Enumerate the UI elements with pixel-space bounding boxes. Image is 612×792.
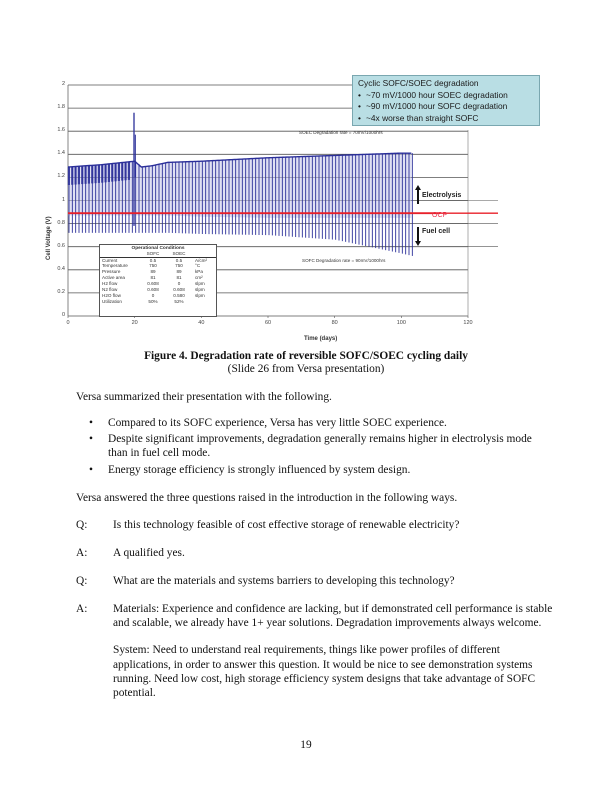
qa-tag: A: — [76, 547, 88, 559]
list-item — [76, 416, 546, 430]
table-cell: 50% — [148, 298, 158, 304]
table-cell: Active area — [102, 275, 125, 281]
x-tick-label: 80 — [331, 320, 338, 326]
table-cell: 0.608 — [147, 281, 159, 287]
x-tick-label: 20 — [131, 320, 138, 326]
arrow-down-icon — [417, 227, 419, 242]
y-tick-label: 1.6 — [57, 127, 65, 134]
table-cell: 89 — [150, 269, 156, 275]
table-cell: 52% — [174, 298, 184, 304]
electrolysis-label: Electrolysis — [422, 192, 462, 199]
y-tick-label: 2 — [61, 81, 65, 87]
x-tick-label: 60 — [264, 320, 272, 326]
table-cell: 0.5 — [149, 257, 157, 263]
table-title: Operational Conditions — [131, 246, 185, 251]
summary-intro: Versa summarized their presentation with the following. — [76, 391, 332, 403]
table-cell: 89 — [176, 269, 182, 275]
y-tick-label: 0.6 — [57, 242, 65, 249]
arrow-up-icon — [417, 189, 419, 204]
table-cell: 0 — [151, 292, 155, 298]
table-cell: H2O flow — [102, 292, 121, 298]
bullet-icon: • — [89, 417, 93, 429]
y-tick-label: 0 — [61, 312, 65, 318]
table-cell — [192, 299, 215, 305]
table-cell: 0.5 — [175, 257, 183, 263]
operational-conditions-table — [99, 244, 217, 317]
table-cell: 81 — [150, 275, 156, 281]
table-cell: Current — [102, 257, 118, 263]
x-tick-label: 120 — [463, 320, 473, 326]
table-cell: Temperature — [102, 263, 128, 269]
info-box-bullet: • ~90 mV/1000 hour SOFC degradation — [358, 101, 534, 113]
list-item — [76, 432, 546, 460]
x-tick-label: 100 — [396, 320, 406, 326]
bullet-text: Energy storage efficiency is strongly influenced by system design. — [108, 463, 411, 476]
table-cell: 0.608 — [147, 287, 159, 293]
header-cell: SOFC — [146, 251, 160, 256]
qa-item-question-1 — [76, 518, 556, 532]
summary-bullets — [76, 416, 546, 479]
qa-text: What are the materials and systems barriers to developing this technology? — [113, 575, 455, 587]
table-row — [100, 299, 216, 305]
table-cell: 0 — [177, 281, 181, 287]
table-cell: H2 flow — [102, 281, 118, 287]
table-cell: 0.580 — [173, 292, 185, 298]
qa-item-question-2 — [76, 574, 556, 588]
info-callout-box — [352, 75, 540, 126]
answers-intro: Versa answered the three questions raised in the introduction in the following ways. — [76, 492, 458, 504]
qa-tag: A: — [76, 603, 88, 615]
header-cell: SOEC — [172, 251, 186, 256]
info-box-title: Cyclic SOFC/SOEC degradation — [358, 78, 479, 88]
table-cell: slpm — [195, 281, 205, 287]
table-cell: Pressure — [102, 269, 121, 275]
y-tick-label: 1.4 — [57, 150, 65, 157]
y-axis-label: Cell Voltage (V) — [46, 216, 52, 260]
y-tick-label: 0.8 — [57, 219, 65, 226]
sofc-rate-annotation: SOFC Degradation rate = 90mV/1000hrs — [302, 258, 386, 263]
qa-text: A qualified yes. — [113, 547, 185, 559]
y-tick-label: 0.4 — [57, 265, 65, 272]
qa-tag: Q: — [76, 575, 88, 587]
y-tick-label: 1 — [61, 196, 65, 203]
bullet-icon: • — [89, 463, 93, 476]
info-box-bullet: • ~4x worse than straight SOFC — [358, 113, 534, 125]
figure-degradation-chart — [46, 70, 556, 350]
table-cell: 81 — [176, 275, 182, 281]
header-cell — [100, 251, 140, 256]
x-axis-label: Time (days) — [304, 336, 338, 342]
bullet-text: Compared to its SOFC experience, Versa has very little SOEC experience. — [108, 417, 447, 429]
table-cell: Utilization — [102, 298, 122, 304]
qa-item-answer-1 — [76, 546, 556, 560]
page-number: 19 — [300, 739, 312, 751]
table-cell: kPa — [195, 269, 203, 275]
qa-item-answer-2 — [76, 602, 556, 713]
info-box-bullet: • ~70 mV/1000 hour SOEC degradation — [358, 90, 534, 102]
table-cell: slpm — [195, 292, 205, 298]
x-tick-label: 40 — [198, 320, 205, 326]
qa-tag: Q: — [76, 519, 88, 531]
header-cell — [192, 251, 215, 256]
answer-materials: Materials: Experience and confidence are lacking, but if demonstrated cell performance is stable and scalable, we already have 1+ year solutions. Degradation improvements always welcome. — [113, 603, 553, 630]
bullet-text: Despite significant improvements, degradation generally remains higher in electrolysis mode than in fuel cell mode. — [108, 433, 532, 460]
table-cell: 0.608 — [173, 287, 185, 293]
bullet-icon: • — [89, 433, 93, 446]
ocp-label: OCP — [432, 212, 448, 219]
table-cell: A/cm² — [195, 257, 207, 263]
x-tick-label: 0 — [66, 320, 70, 326]
qa-text: Is this technology feasible of cost effective storage of renewable electricity? — [113, 519, 460, 531]
table-cell: cm² — [195, 275, 203, 281]
table-cell: 750 — [175, 263, 183, 269]
answer-system: System: Need to understand real requirements, things like power profiles of different applications, in order to answer this question. It would be nice to see demonstration systems running. Need low cost, high storage efficiency system designs that take advantage of SOFC potential. — [113, 644, 536, 700]
table-cell: slpm — [195, 287, 205, 293]
y-tick-label: 0.2 — [57, 288, 65, 295]
qa-text — [113, 602, 553, 713]
figure-caption: Figure 4. Degradation rate of reversible SOFC/SOEC cycling daily — [144, 350, 468, 362]
fuel-cell-label: Fuel cell — [422, 228, 451, 235]
table-body — [100, 258, 216, 305]
y-tick-label: 1.2 — [57, 173, 65, 180]
table-cell: °C — [195, 263, 201, 269]
figure-caption-source: (Slide 26 from Versa presentation) — [227, 363, 385, 375]
table-cell: 750 — [149, 263, 157, 269]
y-tick-label: 1.8 — [57, 104, 65, 111]
table-cell: N2 flow — [102, 287, 118, 293]
list-item — [76, 463, 546, 477]
soec-rate-annotation: SOEC Degradation rate = 70mV/1000hrs — [299, 130, 383, 135]
